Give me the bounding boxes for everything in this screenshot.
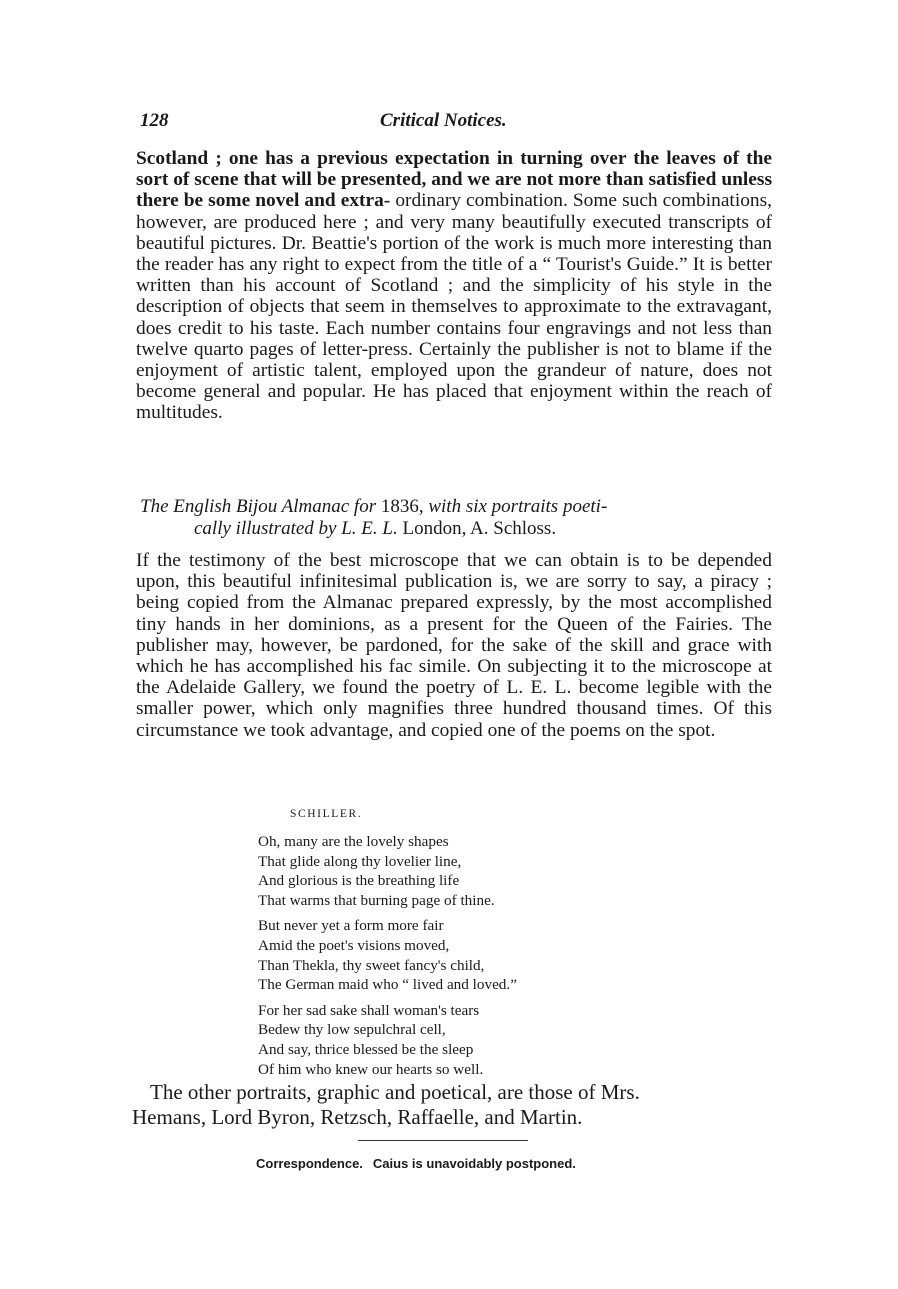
text-line: of letter-press. Certainly the publisher is not to blame if the [299, 338, 772, 360]
text-line: The other portraits, graphic and poetical, are those of Mrs. [150, 1080, 640, 1104]
text-line: contains four engravings and not less than twelve quarto pages [136, 317, 772, 360]
text-line: her dominions, as a present for the Queen of the Fairies. The [254, 613, 773, 635]
text-line: Scotland ; one has a previous expectation in turning over the [136, 148, 660, 169]
section-title: Critical Notices. [380, 110, 507, 131]
poem-line: Than Thekla, thy sweet fancy's child, [258, 956, 485, 974]
text-line: poems on the spot. [569, 719, 716, 741]
text-line: ordinary combination. Some such combinations, however, are [136, 190, 772, 233]
poem-line: And say, thrice blessed be the sleep [258, 1040, 474, 1058]
text-line: leaves of the sort of scene that will be presented, and we are [136, 148, 772, 191]
poem-line: Amid the poet's visions moved, [258, 936, 450, 954]
divider-rule [358, 1140, 528, 1141]
paragraph-scotland [136, 148, 772, 424]
text-line: from the title of a “ Tourist's Guide.” It is better written than [136, 254, 772, 297]
text-line: subjecting it to the microscope at the Adelaide Gallery, we [136, 656, 772, 699]
text-line: not more than satisfied unless there be some novel and extra- [136, 169, 772, 212]
review-title: The English Bijou Almanac for [140, 496, 377, 517]
text-line: we are sorry to say, a piracy ; being copied from the Almanac [136, 571, 772, 614]
text-line: his account of Scotland ; and the simplicity of his style in the [243, 275, 772, 297]
review-year: 1836, [380, 496, 424, 517]
text-line: to be depended upon, this beautiful infinitesimal publication is, [136, 550, 772, 593]
poem-stanza-2 [258, 916, 678, 994]
paragraph-body [136, 148, 772, 424]
review-heading [136, 496, 772, 539]
text-line: Hemans, Lord Byron, Retzsch, Raffaelle, and Martin. [132, 1105, 583, 1129]
text-line: enjoyment of artistic talent, employed upon the grandeur of [136, 360, 632, 382]
text-line: of beautiful pictures. Dr. Beattie's portion of the work is [136, 211, 772, 254]
poem-title: SCHILLER. [290, 808, 363, 820]
text-line: and grace with which he has accomplished his fac simile. On [136, 634, 772, 678]
paragraph-portraits [132, 1080, 772, 1130]
poem-line: Of him who knew our hearts so well. [258, 1060, 484, 1078]
page-number: 128 [140, 110, 169, 131]
running-head [140, 110, 776, 140]
review-heading-line-2 [136, 518, 772, 540]
text-line: description of objects that seem in themselves to approximate [136, 296, 621, 318]
paragraph-microscope [136, 550, 772, 741]
poem-line: That glide along thy lovelier line, [258, 852, 462, 870]
review-heading-line-1 [136, 496, 772, 518]
paragraph-body [136, 550, 772, 741]
poem-line: The German maid who “ lived and loved.” [258, 976, 517, 994]
text-line: this circumstance we took advantage, and copied one of the [136, 698, 772, 741]
text-line: prepared expressly, by the most accomplished tiny hands in [136, 592, 772, 635]
review-subtitle-2: cally illustrated by L. E. L. [194, 517, 398, 539]
text-line: that enjoyment within the reach of multitudes. [136, 381, 772, 424]
text-line: produced here ; and very many beautifully executed transcripts [244, 211, 749, 233]
text-line: nature, does not become general and popular. He has placed [136, 360, 772, 403]
review-publisher: London, A. Schloss. [402, 517, 557, 539]
poem-line: But never yet a form more fair [258, 917, 444, 935]
text-line: power, which only magnifies three hundred thousand times. Of [203, 698, 734, 720]
poem-line: And glorious is the breathing life [258, 872, 460, 890]
text-line: If the testimony of the best microscope that we can obtain is [136, 550, 640, 571]
poem-stanza-1 [258, 832, 678, 910]
footnote-text: Caius is unavoidably postponed. [372, 1156, 576, 1171]
review-subtitle: with six portraits poeti- [428, 496, 608, 517]
poem [258, 832, 678, 1085]
poem-line: Oh, many are the lovely shapes [258, 833, 449, 850]
text-line: found the poetry of L. E. L. become legible with the smaller [136, 677, 772, 720]
poem-line: Bedew thy low sepulchral cell, [258, 1021, 446, 1039]
text-line: much more interesting than the reader has any right to expect [136, 232, 772, 276]
poem-line: For her sad sake shall woman's tears [258, 1001, 480, 1019]
poem-stanza-3 [258, 1001, 678, 1079]
footnote [256, 1156, 576, 1171]
poem-line: That warms that burning page of thine. [258, 891, 495, 909]
footnote-label: Correspondence. [256, 1156, 363, 1171]
text-line: to the extravagant, does credit to his taste. Each number [136, 296, 772, 339]
text-line: publisher may, however, be pardoned, for the sake of the skill [136, 634, 644, 656]
